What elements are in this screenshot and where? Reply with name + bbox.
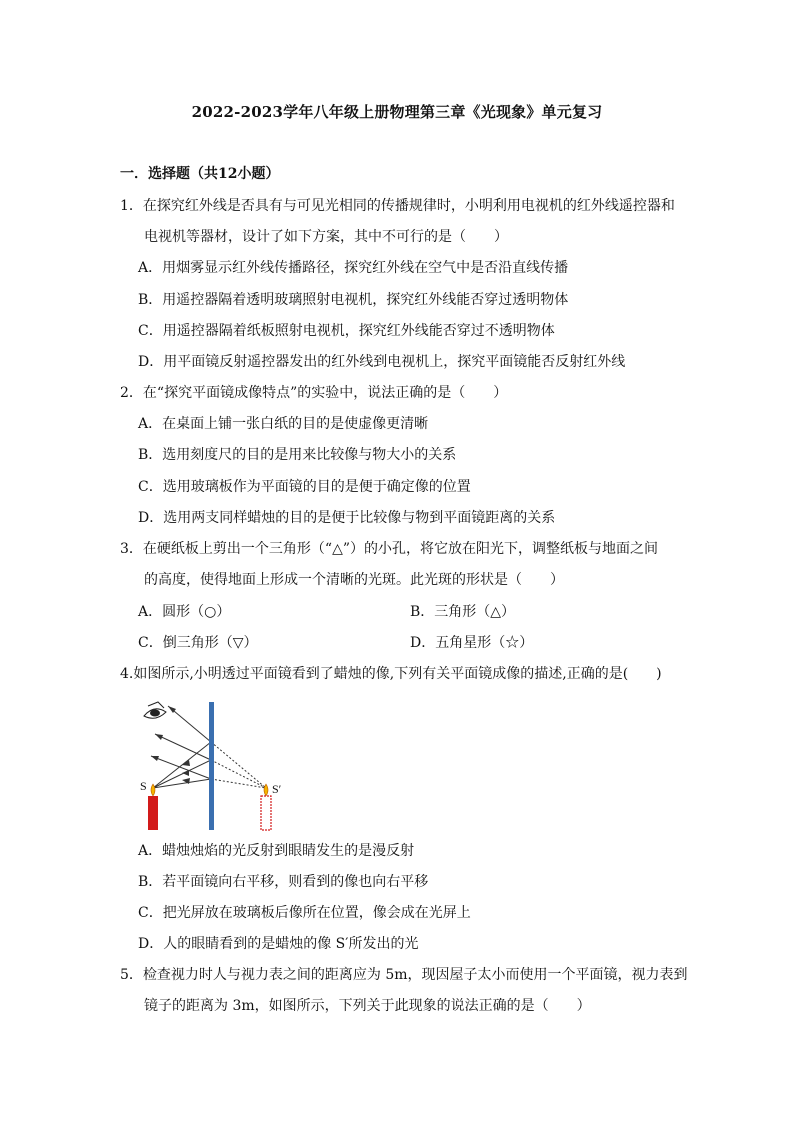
question-5-stem-line-1: 5．检查视力时人与视力表之间的距离应为 5m，现因屋子太小而使用一个平面镜，视力表到 xyxy=(120,967,688,983)
question-4-option-b: B．若平面镜向右平移，则看到的像也向右平移 xyxy=(138,874,429,890)
question-3-option-c: C．倒三角形（▽） xyxy=(138,635,258,651)
label-s: S xyxy=(140,779,147,793)
mirror-diagram xyxy=(138,700,308,835)
question-2-stem-line-1: 2．在“探究平面镜成像特点”的实验中，说法正确的是（ ） xyxy=(120,385,508,401)
question-4-stem-line-1: 4.如图所示,小明透过平面镜看到了蜡烛的像,下列有关平面镜成像的描述,正确的是( ) xyxy=(120,666,662,682)
question-1-option-a: A．用烟雾显示红外线传播路径，探究红外线在空气中是否沿直线传播 xyxy=(138,260,569,276)
label-s-prime: S′ xyxy=(272,782,282,796)
virtual-candle-icon xyxy=(261,784,271,830)
question-2-option-d: D．选用两支同样蜡烛的目的是便于比较像与物到平面镜距离的关系 xyxy=(138,510,556,526)
question-1-stem-line-2: 电视机等器材，设计了如下方案，其中不可行的是（ ） xyxy=(144,229,508,245)
question-4-option-c: C．把光屏放在玻璃板后像所在位置，像会成在光屏上 xyxy=(138,905,471,921)
question-3-option-d: D．五角星形（☆） xyxy=(410,635,534,651)
plane-mirror xyxy=(209,702,214,830)
question-3-stem-line-2: 的高度，使得地面上形成一个清晰的光斑。此光斑的形状是（ ） xyxy=(144,572,564,588)
question-3-option-b: B．三角形（△） xyxy=(410,604,516,620)
question-4-option-a: A．蜡烛烛焰的光反射到眼睛发生的是漫反射 xyxy=(138,843,415,859)
question-1-option-c: C．用遥控器隔着纸板照射电视机，探究红外线能否穿过不透明物体 xyxy=(138,323,555,339)
candle-icon xyxy=(148,784,158,830)
question-3-stem-line-1: 3．在硬纸板上剪出一个三角形（“△”）的小孔，将它放在阳光下，调整纸板与地面之间 xyxy=(120,541,658,557)
virtual-ray-lines xyxy=(211,742,266,788)
question-2-option-c: C．选用玻璃板作为平面镜的目的是便于确定像的位置 xyxy=(138,479,471,495)
question-5-stem-line-2: 镜子的距离为 3m，如图所示，下列关于此现象的说法正确的是（ ） xyxy=(144,998,591,1014)
eye-icon xyxy=(144,702,166,718)
question-1-option-b: B．用遥控器隔着透明玻璃照射电视机，探究红外线能否穿过透明物体 xyxy=(138,292,569,308)
mirror-candle-figure xyxy=(138,700,308,835)
question-1-option-d: D．用平面镜反射遥控器发出的红外线到电视机上，探究平面镜能否反射红外线 xyxy=(138,354,626,370)
question-4-option-d: D．人的眼睛看到的是蜡烛的像 S′所发出的光 xyxy=(138,936,419,952)
question-2-option-b: B．选用刻度尺的目的是用来比较像与物大小的关系 xyxy=(138,447,457,463)
page-title: 2022-2023学年八年级上册物理第三章《光现象》单元复习 xyxy=(191,103,603,121)
question-1-stem-line-1: 1．在探究红外线是否具有与可见光相同的传播规律时，小明利用电视机的红外线遥控器和 xyxy=(120,198,675,214)
question-2-option-a: A．在桌面上铺一张白纸的目的是使虚像更清晰 xyxy=(138,416,429,432)
question-3-option-a: A．圆形（○） xyxy=(138,604,231,620)
section-heading: 一．选择题（共12小题） xyxy=(120,166,280,182)
